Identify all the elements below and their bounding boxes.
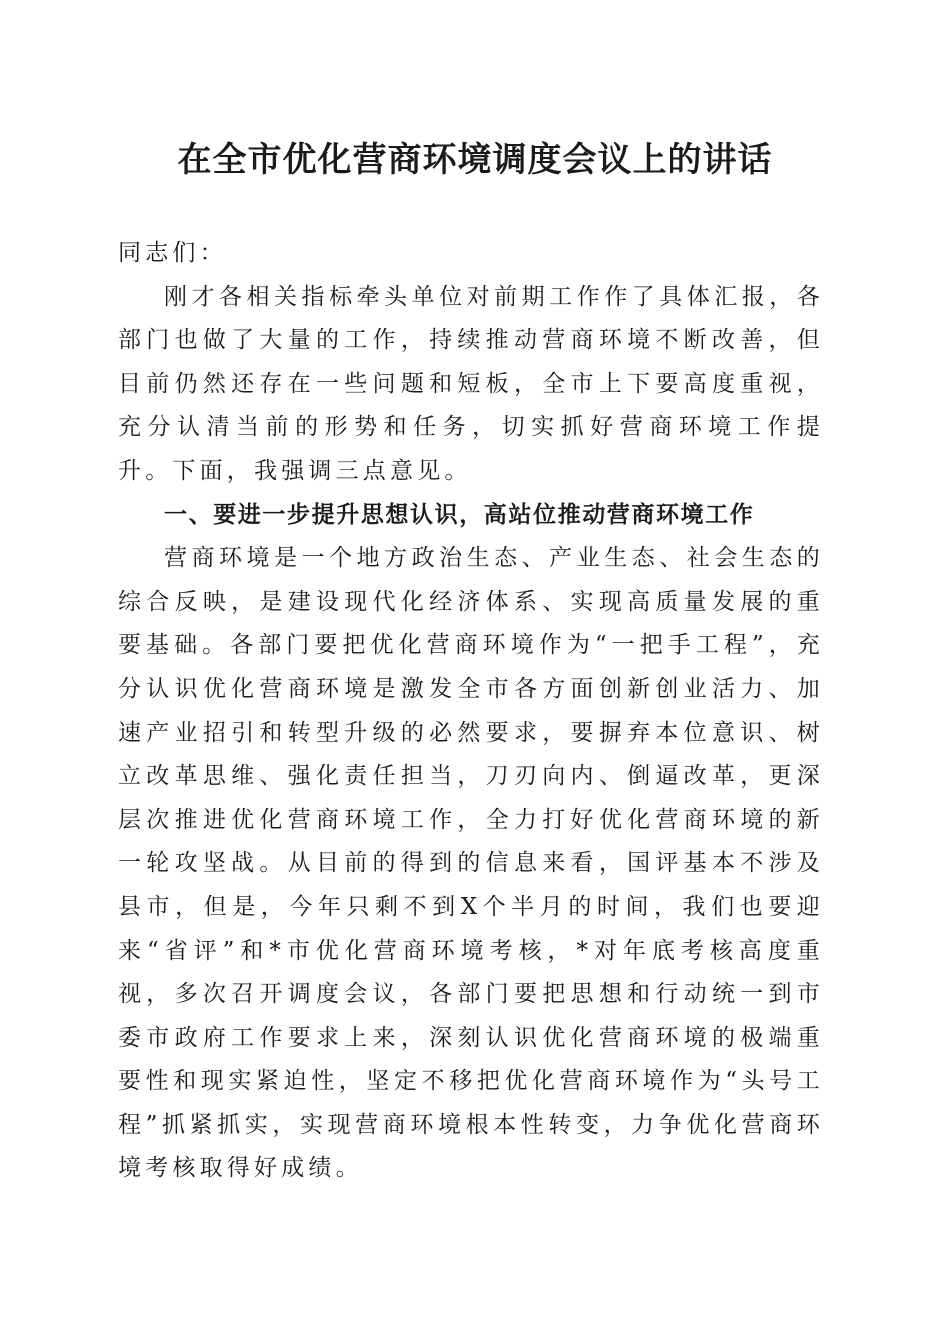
section-1-heading: 一、要进一步提升思想认识，高站位推动营商环境工作 xyxy=(164,501,755,528)
salutation: 同志们： xyxy=(118,240,227,266)
document-body xyxy=(118,232,824,1191)
document-title: 在全市优化营商环境调度会议上的讲话 xyxy=(177,140,773,180)
intro-paragraph: 刚才各相关指标牵头单位对前期工作作了具体汇报，各部门也做了大量的工作，持续推动营商环境不断改善，但目前仍然还存在一些问题和短板，全市上下要高度重视，充分认清当前的形势和任务，切实抓好营商环境工作提升。下面，我强调三点意见。 xyxy=(118,283,824,484)
section-1-paragraph: 营商环境是一个地方政治生态、产业生态、社会生态的综合反映，是建设现代化经济体系、实现高质量发展的重要基础。各部门要把优化营商环境作为“一把手工程”，充分认识优化营商环境是激发全市各方面创新创业活力、加速产业招引和转型升级的必然要求，要摒弃本位意识、树立改革思维、强化责任担当，刀刃向内、倒逼改革，更深层次推进优化营商环境工作，全力打好优化营商环境的新一轮攻坚战。从目前的得到的信息来看，国评基本不涉及县市，但是，今年只剩不到X个半月的时间，我们也要迎来“省评”和*市优化营商环境考核，*对年底考核高度重视，多次召开调度会议，各部门要把思想和行动统一到市委市政府工作要求上来，深刻认识优化营商环境的极端重要性和现实紧迫性，坚定不移把优化营商环境作为“头号工程”抓紧抓实，实现营商环境根本性转变，力争优化营商环境考核取得好成绩。 xyxy=(118,545,824,1182)
